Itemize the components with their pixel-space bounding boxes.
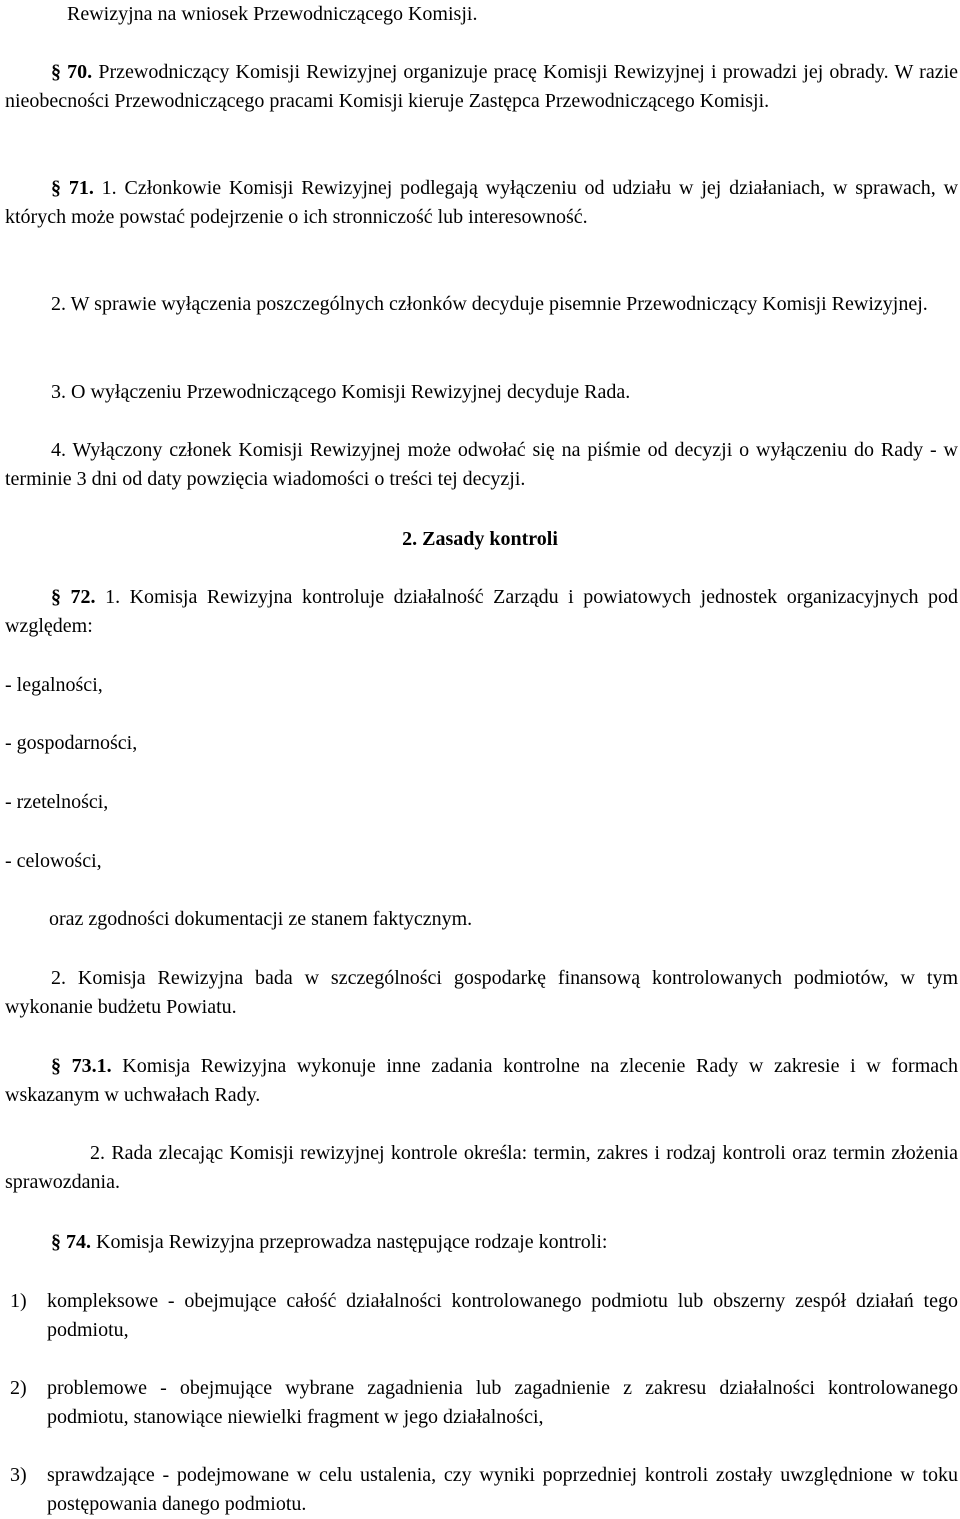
- list-item-text: problemowe - obejmujące wybrane zagadnienia lub zagadnienie z zakresu działalności kontrolowanego podmiotu, stanowiące niewielki fragment w jego działalności,: [47, 1377, 958, 1428]
- paragraph-71-4: 4. Wyłączony członek Komisji Rewizyjnej może odwołać się na piśmie od decyzji o wyłączeniu do Rady - w terminie 3 dni od daty powzięcia wiadomości o treści tej decyzji.: [5, 439, 958, 490]
- section-number: § 70.: [51, 61, 93, 83]
- list-item-text: sprawdzające - podejmowane w celu ustalenia, czy wyniki poprzedniej kontroli zostały uwzględnione w toku postępowania danego podmiotu.: [47, 1464, 958, 1515]
- list-item-number: 2): [10, 1377, 27, 1399]
- paragraph-73-1: § 73.1. Komisja Rewizyjna wykonuje inne zadania kontrolne na zlecenie Rady w zakresie i w formach wskazanym w uchwałach Rady.: [5, 1055, 959, 1106]
- paragraph-72-2: 2. Komisja Rewizyjna bada w szczególności gospodarkę finansową kontrolowanych podmiotów, w tym wykonanie budżetu Powiatu.: [5, 967, 958, 1018]
- paragraph-71-3: 3. O wyłączeniu Przewodniczącego Komisji Rewizyjnej decyduje Rada.: [51, 381, 631, 403]
- paragraph-72-tail: oraz zgodności dokumentacji ze stanem faktycznym.: [49, 908, 473, 930]
- paragraph-73-2: 2. Rada zlecając Komisji rewizyjnej kontrole określa: termin, zakres i rodzaj kontroli oraz termin złożenia sprawozdania.: [5, 1142, 958, 1193]
- list-item-number: 3): [10, 1464, 27, 1486]
- list-item: [10, 1374, 958, 1432]
- paragraph-70: § 70. Przewodniczący Komisji Rewizyjnej organizuje pracę Komisji Rewizyjnej i prowadzi jej obrady. W razie nieobecności Przewodniczącego pracami Komisji kieruje Zastępca Przewodniczącego Komisji.: [5, 61, 959, 112]
- chapter-heading: 2. Zasady kontroli: [402, 528, 558, 550]
- paragraph-72-1: § 72. 1. Komisja Rewizyjna kontroluje działalność Zarządu i powiatowych jednostek organizacyjnych pod względem:: [5, 586, 959, 637]
- section-number: § 71.: [51, 177, 94, 199]
- section-number: § 72.: [51, 586, 96, 608]
- list-item: - celowości,: [5, 850, 102, 872]
- section-number: § 74.: [51, 1231, 91, 1253]
- list-item: - rzetelności,: [5, 791, 109, 813]
- list-item: [10, 1461, 958, 1519]
- paragraph-continuation: Rewizyjna na wniosek Przewodniczącego Komisji.: [67, 3, 478, 25]
- paragraph-74: § 74. Komisja Rewizyjna przeprowadza następujące rodzaje kontroli:: [51, 1231, 608, 1253]
- section-number: § 73.1.: [51, 1055, 112, 1077]
- list-item-number: 1): [10, 1290, 27, 1312]
- paragraph-71-1: § 71. 1. Członkowie Komisji Rewizyjnej podlegają wyłączeniu od udziału w jej działaniach, w sprawach, w których może powstać podejrzenie o ich stronniczość lub interesowność.: [5, 177, 959, 228]
- paragraph-71-2: 2. W sprawie wyłączenia poszczególnych członków decyduje pisemnie Przewodniczący Komisji Rewizyjnej.: [51, 293, 928, 315]
- list-item: - legalności,: [5, 674, 103, 696]
- list-item: - gospodarności,: [5, 732, 138, 754]
- list-item-text: kompleksowe - obejmujące całość działalności kontrolowanego podmiotu lub obszerny zespół działań tego podmiotu,: [47, 1290, 958, 1341]
- list-item: [10, 1287, 958, 1345]
